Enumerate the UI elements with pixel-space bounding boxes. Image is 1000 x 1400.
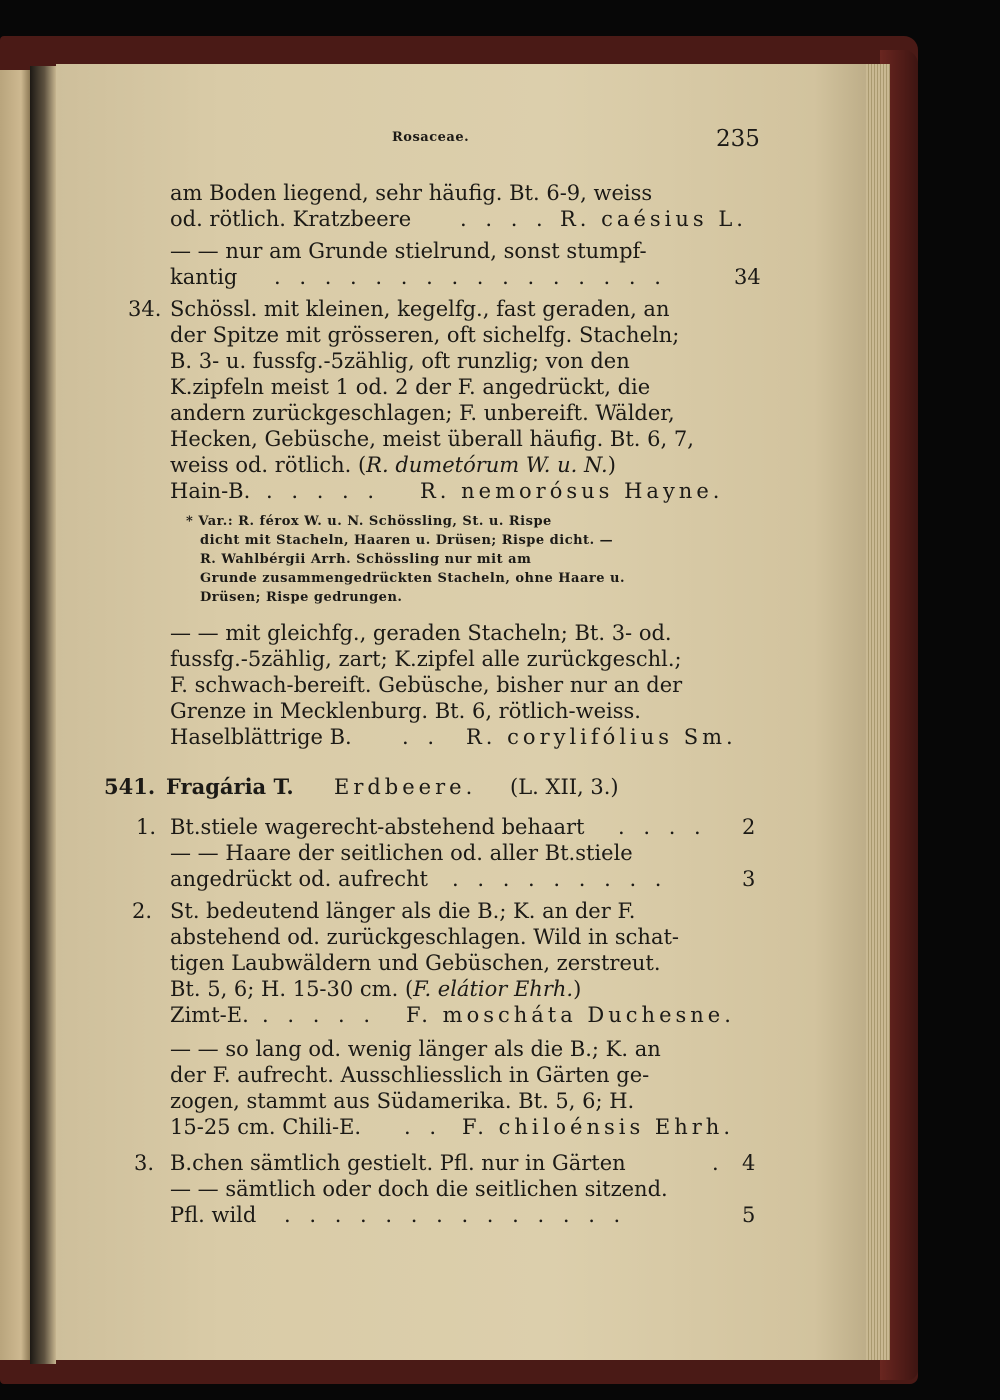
key-number: 3.: [134, 1151, 155, 1175]
dot-leader: . . . . . . . . . . . . . .: [284, 1203, 627, 1227]
genus-name: Fragária T.: [166, 774, 294, 799]
text-line: abstehend od. zurückgeschlagen. Wild in schat-: [170, 925, 679, 949]
text-line: kantig: [170, 265, 238, 289]
dot-leader: . .: [404, 1115, 443, 1139]
variety-note: * Var.: R. férox W. u. N. Schössling, St. u. Rispe: [186, 514, 552, 529]
text-line: Pfl. wild: [170, 1203, 257, 1227]
variety-note: Grunde zusammengedrückten Stacheln, ohne Haare u.: [200, 571, 625, 586]
page-gutter: [30, 66, 56, 1364]
text-line: angedrückt od. aufrecht: [170, 867, 428, 891]
linnaean-class: (L. XII, 3.): [510, 775, 619, 799]
text-line: od. rötlich. Kratzbeere: [170, 207, 412, 231]
dot-leader: . . . . . . . . . . . . . . . .: [274, 265, 667, 289]
text-line: [170, 452, 616, 478]
text-line: B.chen sämtlich gestielt. Pfl. nur in Gärten: [170, 1151, 626, 1175]
page-edges: [866, 64, 890, 1360]
dot-leader: .: [712, 1151, 725, 1175]
text-part: ): [573, 977, 582, 1001]
text-line: der F. aufrecht. Ausschliesslich in Gärten ge-: [170, 1063, 650, 1087]
text-part: Bt. 5, 6; H. 15-30 cm. (: [170, 977, 414, 1001]
dot-leader: . . . . . . . . .: [452, 867, 668, 891]
key-number: 1.: [136, 815, 157, 839]
text-line: Schössl. mit kleinen, kegelfg., fast geraden, an: [170, 297, 670, 321]
species-name: R. caésius L.: [560, 207, 747, 231]
synonym: R. dumetórum W. u. N.: [366, 453, 608, 477]
key-target: 5: [742, 1203, 756, 1227]
dot-leader: . . . . .: [266, 479, 381, 503]
text-line: — — mit gleichfg., geraden Stacheln; Bt. 3- od.: [170, 621, 672, 645]
variety-note: R. Wahlbérgii Arrh. Schössling nur mit am: [200, 552, 532, 567]
text-line: Hain-B.: [170, 479, 251, 503]
text-line: zogen, stammt aus Südamerika. Bt. 5, 6; H.: [170, 1089, 635, 1113]
species-name: R. corylifólius Sm.: [466, 725, 737, 749]
text-line: Haselblättrige B.: [170, 725, 352, 749]
text-line: St. bedeutend länger als die B.; K. an der F.: [170, 899, 636, 923]
species-name: F. moscháta Duchesne.: [406, 1003, 735, 1027]
text-line: Bt.stiele wagerecht-abstehend behaart: [170, 815, 585, 839]
text-line: andern zurückgeschlagen; F. unbereift. Wälder,: [170, 401, 675, 425]
variety-note: dicht mit Stacheln, Haaren u. Drüsen; Rispe dicht. —: [200, 533, 614, 548]
text-line: fussfg.-5zählig, zart; K.zipfel alle zurückgeschl.;: [170, 647, 682, 671]
text-part: weiss od. rötlich. (: [170, 453, 367, 477]
text-line: — — Haare der seitlichen od. aller Bt.stiele: [170, 841, 633, 865]
key-number: 2.: [132, 899, 153, 923]
dot-leader: . . . . .: [262, 1003, 377, 1027]
genus-number: 541.: [104, 774, 156, 799]
key-target: 2: [742, 815, 756, 839]
key-target: 4: [742, 1151, 756, 1175]
running-head: Rosaceae.: [392, 130, 470, 145]
text-line: Zimt-E.: [170, 1003, 249, 1027]
text-line: Hecken, Gebüsche, meist überall häufig. Bt. 6, 7,: [170, 427, 694, 451]
left-page-edge: [0, 70, 30, 1360]
dot-leader: . .: [402, 725, 441, 749]
page-number: 235: [716, 126, 760, 152]
key-target: 3: [742, 867, 756, 891]
dot-leader: . . . .: [618, 815, 707, 839]
text-line: Grenze in Mecklenburg. Bt. 6, rötlich-weiss.: [170, 699, 641, 723]
genus-common-name: Erdbeere.: [334, 775, 477, 799]
species-name: F. chiloénsis Ehrh.: [462, 1115, 735, 1139]
variety-note: Drüsen; Rispe gedrungen.: [200, 590, 403, 605]
dot-leader: . . . .: [460, 207, 549, 231]
text-line: — — sämtlich oder doch die seitlichen sitzend.: [170, 1177, 668, 1201]
text-line: F. schwach-bereift. Gebüsche, bisher nur an der: [170, 673, 683, 697]
text-line: 15-25 cm. Chili-E.: [170, 1115, 362, 1139]
species-name: R. nemorósus Hayne.: [420, 479, 724, 503]
key-target: 34: [734, 265, 761, 289]
text-line: tigen Laubwäldern und Gebüschen, zerstreut.: [170, 951, 661, 975]
key-number: 34.: [128, 297, 162, 321]
text-part: ): [607, 453, 616, 477]
text-line: B. 3- u. fussfg.-5zählig, oft runzlig; von den: [170, 349, 630, 373]
text-line: — — so lang od. wenig länger als die B.; K. an: [170, 1037, 661, 1061]
text-line: [170, 976, 581, 1002]
text-line: am Boden liegend, sehr häufig. Bt. 6-9, weiss: [170, 181, 653, 205]
synonym: F. elátior Ehrh.: [413, 977, 574, 1001]
text-line: — — nur am Grunde stielrund, sonst stumpf-: [170, 239, 647, 263]
text-line: der Spitze mit grösseren, oft sichelfg. Stacheln;: [170, 323, 680, 347]
text-line: K.zipfeln meist 1 od. 2 der F. angedrückt, die: [170, 375, 651, 399]
